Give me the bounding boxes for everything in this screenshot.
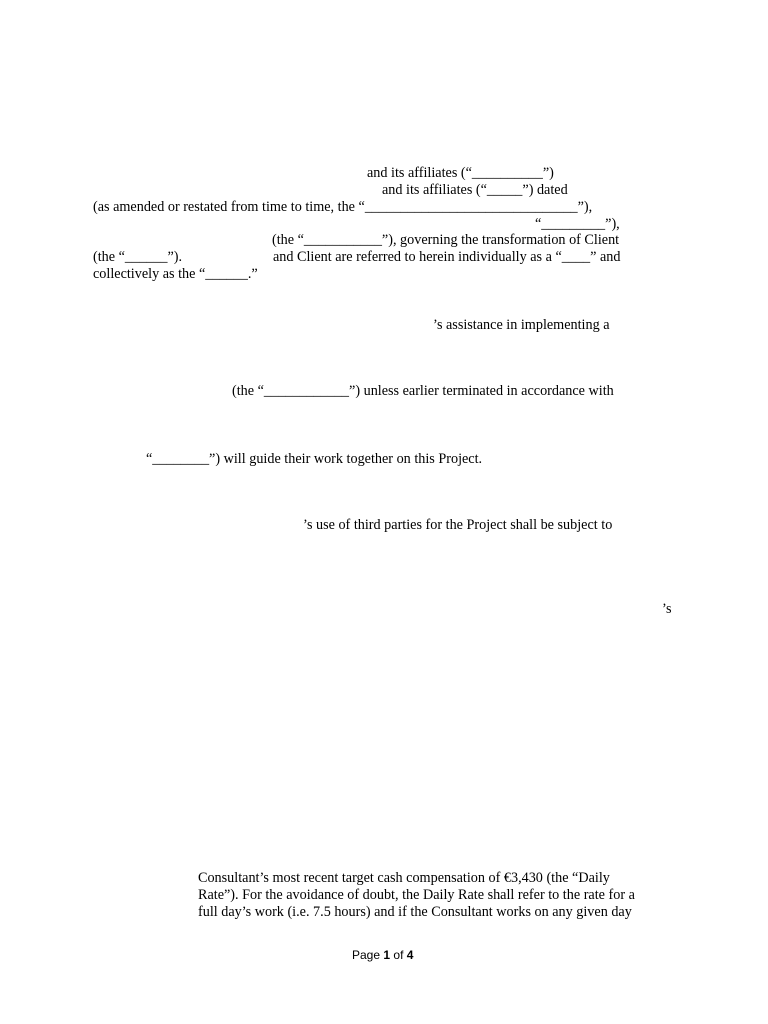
text-line-individually: and Client are referred to herein individually as a “____” and <box>273 249 621 265</box>
text-line-blank-quote: “_________”), <box>535 216 620 232</box>
text-line-affiliates-1: and its affiliates (“__________”) <box>367 165 554 181</box>
text-line-third-parties: ’s use of third parties for the Project shall be subject to <box>303 517 613 533</box>
text-line-assistance: ’s assistance in implementing a <box>433 317 610 333</box>
text-line-guide-work: “________”) will guide their work together on this Project. <box>146 451 483 467</box>
text-line-the-blank: (the “______”). <box>93 249 183 265</box>
page-word: Page <box>352 948 381 962</box>
current-page-number: 1 <box>383 948 391 962</box>
total-pages-number: 4 <box>406 948 414 962</box>
text-line-terminated: (the “____________”) unless earlier terminated in accordance with <box>232 383 614 399</box>
text-line-compensation: Consultant’s most recent target cash compensation of €3,430 (the “Daily <box>198 870 610 886</box>
page-number-footer <box>352 948 413 962</box>
text-line-amended: (as amended or restated from time to time, the “______________________________”), <box>93 199 593 215</box>
text-line-daily-rate: Rate”). For the avoidance of doubt, the Daily Rate shall refer to the rate for a <box>198 887 635 903</box>
text-line-affiliates-2: and its affiliates (“_____”) dated <box>382 182 568 198</box>
text-line-possessive: ’s <box>662 601 672 617</box>
text-line-full-day: full day’s work (i.e. 7.5 hours) and if the Consultant works on any given day <box>198 904 632 920</box>
text-line-governing: (the “___________”), governing the transformation of Client <box>272 232 620 248</box>
of-word: of <box>393 948 404 962</box>
text-line-collectively: collectively as the “______.” <box>93 266 258 282</box>
